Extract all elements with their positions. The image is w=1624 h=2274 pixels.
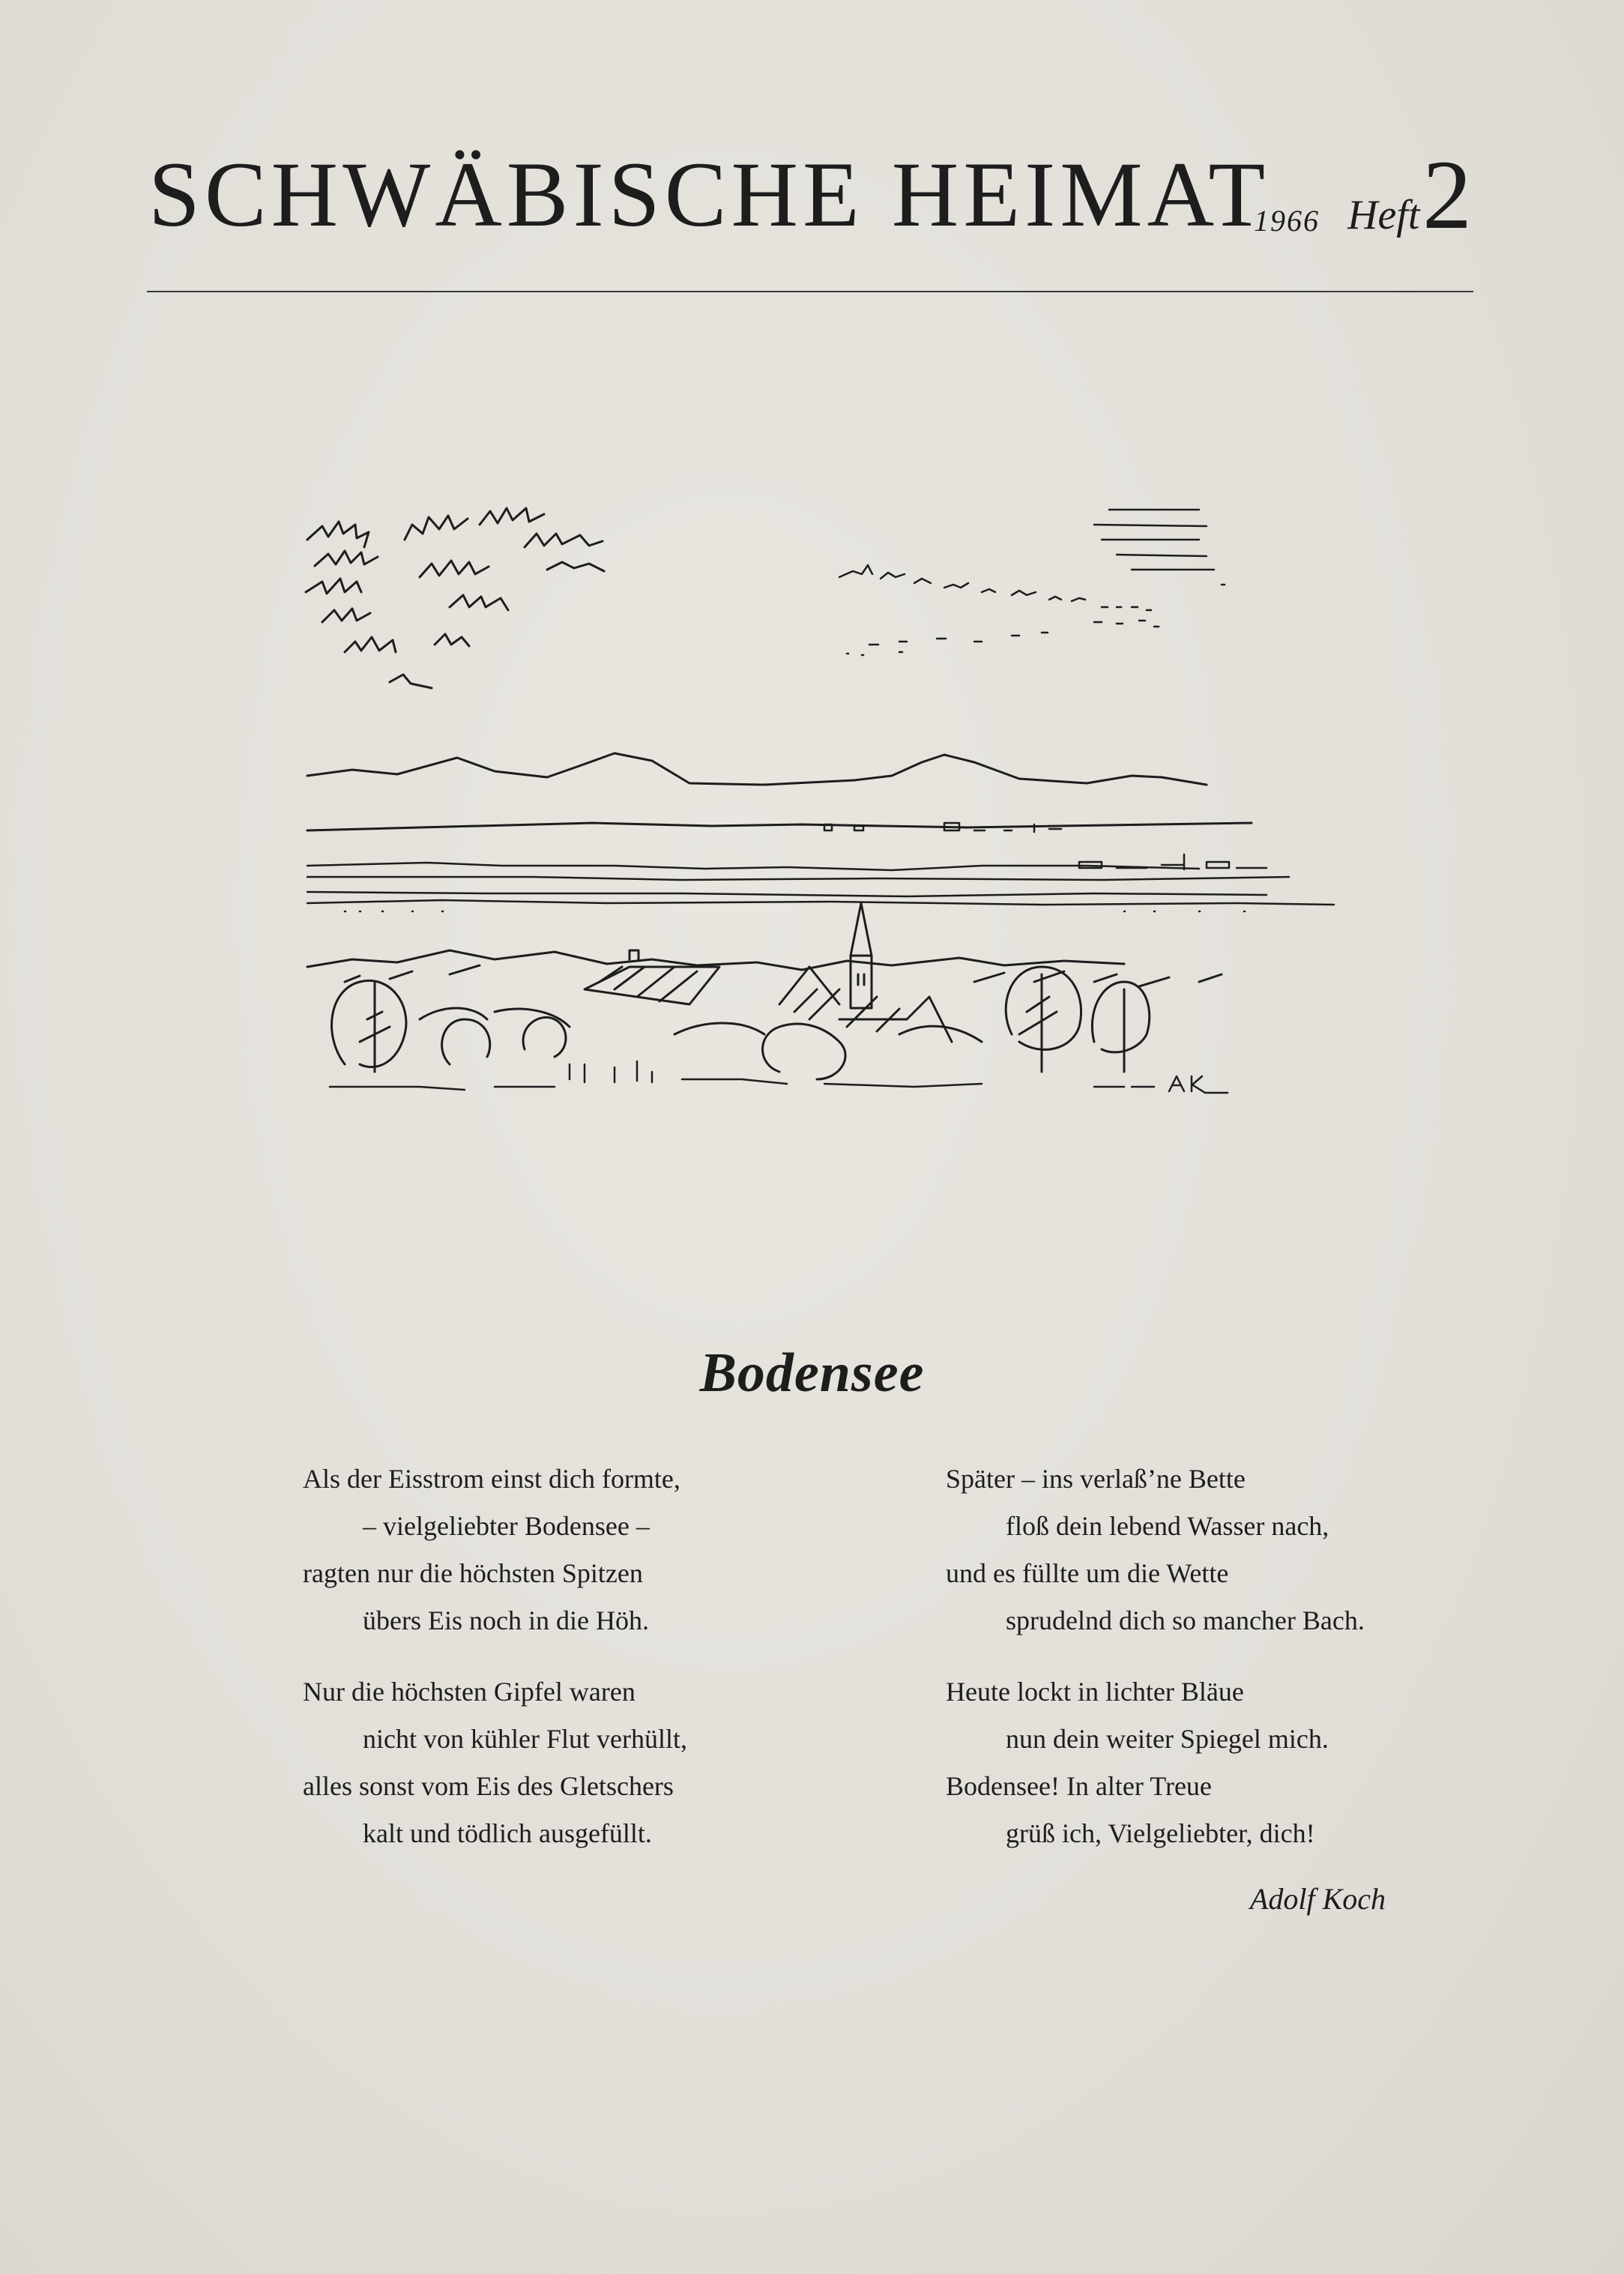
verse-line: sprudelnd dich so mancher Bach. (1006, 1605, 1365, 1635)
masthead-rule (147, 291, 1473, 292)
verse-line: Als der Eisstrom einst dich formte, (303, 1464, 680, 1494)
stanza-4 (946, 1668, 1329, 1857)
birds-sketch (839, 565, 1159, 655)
verse-line: Heute lockt in lichter Bläue (946, 1677, 1244, 1707)
verse-line: nun dein weiter Spiegel mich. (1006, 1724, 1329, 1754)
stanza-3 (946, 1456, 1365, 1644)
distant-shore (307, 823, 1289, 911)
church-sketch (779, 903, 952, 1042)
verse-line: alles sonst vom Eis des Gletschers (303, 1771, 674, 1801)
foliage-sketch (306, 508, 604, 688)
magazine-title: SCHWÄBISCHE HEIMAT (148, 143, 1270, 246)
verse-line: kalt und tödlich ausgefüllt. (363, 1818, 652, 1848)
cloud-lines (1094, 510, 1225, 585)
lake-constance-sketch (300, 495, 1341, 1154)
lake-shoreline (307, 900, 1334, 905)
mountain-range (307, 753, 1252, 830)
verse-line: und es füllte um die Wette (946, 1558, 1229, 1588)
verse-line: grüß ich, Vielgeliebter, dich! (1006, 1818, 1315, 1848)
poem-title: Bodensee (699, 1342, 925, 1404)
verse-line: Später – ins verlaß’ne Bette (946, 1464, 1246, 1494)
verse-line: ragten nur die höchsten Spitzen (303, 1558, 643, 1588)
stanza-1 (303, 1456, 680, 1644)
foreground-ground (330, 1061, 1228, 1093)
verse-line: floß dein lebend Wasser nach, (1006, 1511, 1329, 1541)
trees-sketch (332, 967, 1150, 1079)
verse-line: übers Eis noch in die Höh. (363, 1605, 649, 1635)
issue-number: 2 (1422, 139, 1472, 250)
verse-line: Nur die höchsten Gipfel waren (303, 1677, 636, 1707)
masthead (148, 139, 1475, 251)
verse-line: Bodensee! In alter Treue (946, 1771, 1212, 1801)
village-hills (307, 950, 1222, 1004)
verse-line: nicht von kühler Flut verhüllt, (363, 1724, 687, 1754)
issue-label: Heft (1347, 192, 1420, 238)
poem-author: Adolf Koch (1249, 1882, 1386, 1916)
issue-year: 1966 (1254, 204, 1320, 238)
verse-line: – vielgeliebter Bodensee – (363, 1511, 650, 1541)
stanza-2 (303, 1668, 687, 1857)
